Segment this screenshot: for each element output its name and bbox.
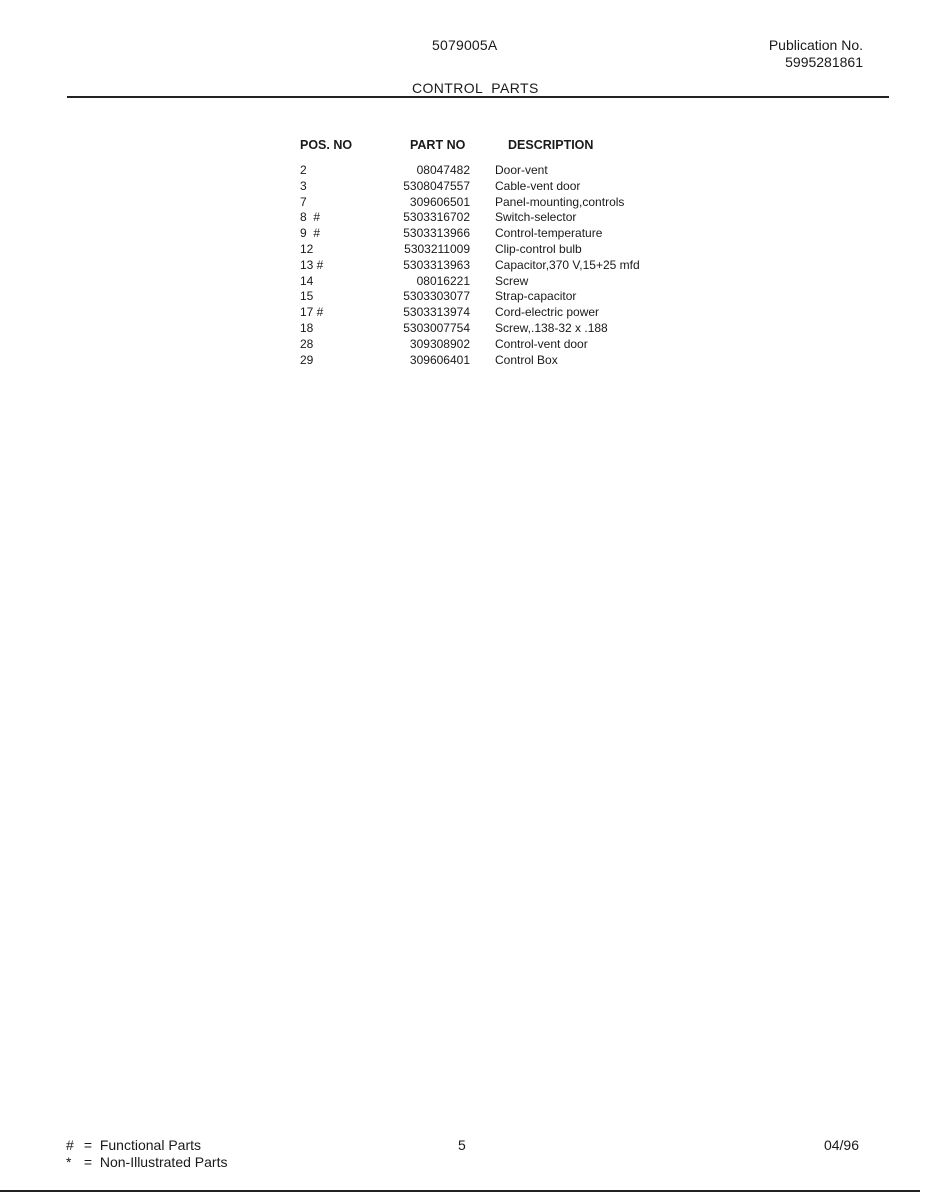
part-number-cell: 08047482	[416, 163, 470, 177]
model-number: 5079005A	[432, 37, 498, 53]
part-number-cell: 5303313963	[403, 257, 470, 272]
legend-item-functional	[66, 1137, 227, 1154]
part-number-cell: 5303211009	[404, 241, 470, 256]
column-header-description: DESCRIPTION	[508, 138, 594, 152]
pos-cell: 14	[300, 273, 314, 288]
legend-text: = Functional Parts	[83, 1137, 202, 1153]
description-cell: Clip-control bulb	[495, 241, 582, 256]
table-row	[300, 179, 720, 195]
table-row	[300, 242, 720, 258]
part-number-cell: 309606401	[409, 352, 470, 367]
table-row	[300, 226, 720, 242]
description-cell: Strap-capacitor	[495, 289, 577, 304]
pos-cell: 3	[300, 178, 307, 193]
legend-text: = Non-Illustrated Parts	[83, 1154, 228, 1170]
part-number-cell: 5303313966	[403, 226, 470, 241]
column-header-part: PART NO	[410, 138, 466, 152]
description-cell: Screw	[495, 273, 529, 288]
table-row	[300, 258, 720, 274]
description-cell: Panel-mounting,controls	[495, 194, 625, 209]
description-cell: Control Box	[495, 352, 558, 367]
pos-cell: 9 #	[300, 226, 321, 241]
part-number-cell: 309606501	[409, 194, 470, 209]
part-number-cell: 5303303077	[403, 289, 470, 304]
page-number: 5	[458, 1137, 466, 1153]
pos-cell: 17 #	[300, 305, 324, 320]
description-cell: Capacitor,370 V,15+25 mfd	[495, 257, 640, 272]
pos-cell: 15	[300, 289, 314, 304]
column-header-pos: POS. NO	[300, 138, 353, 152]
part-number-cell: 5303313974	[403, 305, 470, 320]
part-number-cell: 08016221	[416, 273, 470, 288]
pos-cell: 2	[300, 163, 307, 177]
pos-cell: 29	[300, 352, 314, 367]
description-cell: Door-vent	[495, 163, 548, 177]
description-cell: Cord-electric power	[495, 305, 600, 320]
part-number-cell: 5303007754	[403, 320, 470, 335]
pos-cell: 18	[300, 320, 314, 335]
table-row	[300, 210, 720, 226]
legend	[66, 1137, 227, 1171]
publication-block	[769, 37, 863, 71]
table-row	[300, 195, 720, 211]
parts-table-body	[300, 163, 720, 368]
pos-cell: 8 #	[300, 210, 321, 225]
table-row	[300, 163, 720, 179]
part-number-cell: 5303316702	[403, 210, 470, 225]
legend-item-non-illustrated	[66, 1154, 227, 1171]
part-number-cell: 309308902	[409, 336, 470, 351]
legend-symbol: #	[66, 1137, 74, 1153]
publication-number: 5995281861	[785, 54, 863, 70]
table-row	[300, 337, 720, 353]
pos-cell: 12	[300, 241, 314, 256]
legend-symbol: *	[66, 1154, 72, 1170]
description-cell: Switch-selector	[495, 210, 577, 225]
table-row	[300, 289, 720, 305]
header-divider	[67, 96, 889, 98]
description-cell: Control-vent door	[495, 336, 588, 351]
pos-cell: 28	[300, 336, 314, 351]
pos-cell: 13 #	[300, 257, 324, 272]
pos-cell: 7	[300, 194, 307, 209]
description-cell: Screw,.138-32 x .188	[495, 320, 608, 335]
publication-label: Publication No.	[768, 37, 863, 53]
footer-divider	[0, 1190, 920, 1192]
part-number-cell: 5308047557	[403, 178, 470, 193]
table-row	[300, 353, 720, 369]
revision-date: 04/96	[823, 1137, 859, 1153]
table-row	[300, 274, 720, 290]
description-cell: Cable-vent door	[495, 178, 581, 193]
description-cell: Control-temperature	[495, 226, 603, 241]
table-row	[300, 321, 720, 337]
section-title: CONTROL PARTS	[412, 80, 539, 96]
table-row	[300, 305, 720, 321]
